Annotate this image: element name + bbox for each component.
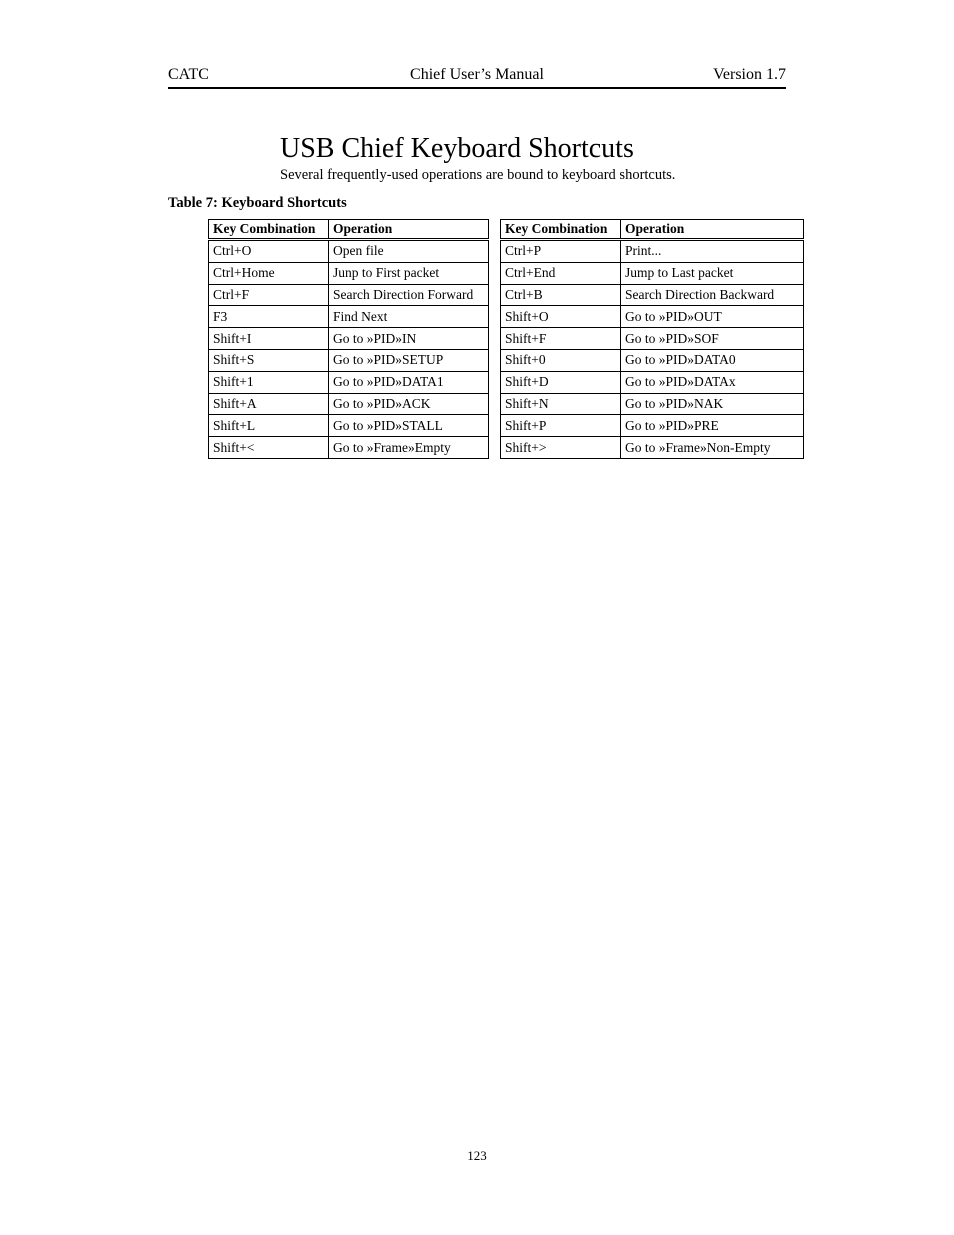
operation-cell: Go to »Frame»Non-Empty xyxy=(621,437,804,459)
operation-cell: Go to »PID»DATAx xyxy=(621,371,804,393)
key-cell: Shift+O xyxy=(501,306,621,328)
operation-cell: Go to »Frame»Empty xyxy=(329,437,489,459)
table-header-row xyxy=(209,220,489,240)
operation-cell: Go to »PID»SETUP xyxy=(329,349,489,371)
table-row xyxy=(209,284,489,306)
key-cell: Ctrl+Home xyxy=(209,262,329,284)
operation-cell: Go to »PID»DATA1 xyxy=(329,371,489,393)
page-title: USB Chief Keyboard Shortcuts xyxy=(280,133,634,164)
operation-cell: Find Next xyxy=(329,306,489,328)
key-cell: Shift+N xyxy=(501,393,621,415)
key-cell: Ctrl+O xyxy=(209,240,329,263)
operation-cell: Go to »PID»NAK xyxy=(621,393,804,415)
column-header-operation: Operation xyxy=(621,220,804,240)
table-row xyxy=(209,349,489,371)
table-row xyxy=(209,240,489,263)
operation-cell: Go to »PID»IN xyxy=(329,328,489,350)
key-cell: Shift+P xyxy=(501,415,621,437)
header-manual-title: Chief User’s Manual xyxy=(410,66,544,83)
table-row xyxy=(209,371,489,393)
key-cell: Ctrl+End xyxy=(501,262,621,284)
table-row xyxy=(501,437,804,459)
table-row xyxy=(209,306,489,328)
table-header-row xyxy=(501,220,804,240)
table-row xyxy=(209,328,489,350)
key-cell: Shift+I xyxy=(209,328,329,350)
column-header-key: Key Combination xyxy=(501,220,621,240)
key-cell: F3 xyxy=(209,306,329,328)
operation-cell: Print... xyxy=(621,240,804,263)
operation-cell: Go to »PID»SOF xyxy=(621,328,804,350)
key-cell: Ctrl+F xyxy=(209,284,329,306)
table-row xyxy=(501,262,804,284)
key-cell: Shift+1 xyxy=(209,371,329,393)
operation-cell: Jump to Last packet xyxy=(621,262,804,284)
table-row xyxy=(209,437,489,459)
header-company: CATC xyxy=(168,66,209,83)
operation-cell: Search Direction Backward xyxy=(621,284,804,306)
key-cell: Shift+D xyxy=(501,371,621,393)
table-row xyxy=(501,415,804,437)
table-caption: Table 7: Keyboard Shortcuts xyxy=(168,195,347,211)
shortcuts-table-left xyxy=(208,219,489,459)
key-cell: Shift+0 xyxy=(501,349,621,371)
page-header xyxy=(168,64,786,89)
operation-cell: Open file xyxy=(329,240,489,263)
key-cell: Shift+A xyxy=(209,393,329,415)
key-cell: Shift+F xyxy=(501,328,621,350)
key-cell: Ctrl+P xyxy=(501,240,621,263)
table-row xyxy=(501,349,804,371)
header-version: Version 1.7 xyxy=(713,66,786,83)
table-row xyxy=(209,415,489,437)
key-cell: Shift+< xyxy=(209,437,329,459)
operation-cell: Go to »PID»DATA0 xyxy=(621,349,804,371)
column-header-key: Key Combination xyxy=(209,220,329,240)
table-row xyxy=(501,393,804,415)
operation-cell: Go to »PID»OUT xyxy=(621,306,804,328)
table-row xyxy=(501,240,804,263)
table-row xyxy=(209,393,489,415)
table-row xyxy=(501,328,804,350)
table-row xyxy=(209,262,489,284)
table-row xyxy=(501,284,804,306)
operation-cell: Search Direction Forward xyxy=(329,284,489,306)
shortcuts-table-right xyxy=(500,219,804,459)
operation-cell: Go to »PID»STALL xyxy=(329,415,489,437)
page-subtitle: Several frequently-used operations are bound to keyboard shortcuts. xyxy=(280,167,676,183)
key-cell: Ctrl+B xyxy=(501,284,621,306)
operation-cell: Go to »PID»PRE xyxy=(621,415,804,437)
column-header-operation: Operation xyxy=(329,220,489,240)
table-row xyxy=(501,306,804,328)
operation-cell: Go to »PID»ACK xyxy=(329,393,489,415)
key-cell: Shift+S xyxy=(209,349,329,371)
page-number: 123 xyxy=(467,1148,487,1163)
key-cell: Shift+L xyxy=(209,415,329,437)
key-cell: Shift+> xyxy=(501,437,621,459)
operation-cell: Junp to First packet xyxy=(329,262,489,284)
table-row xyxy=(501,371,804,393)
